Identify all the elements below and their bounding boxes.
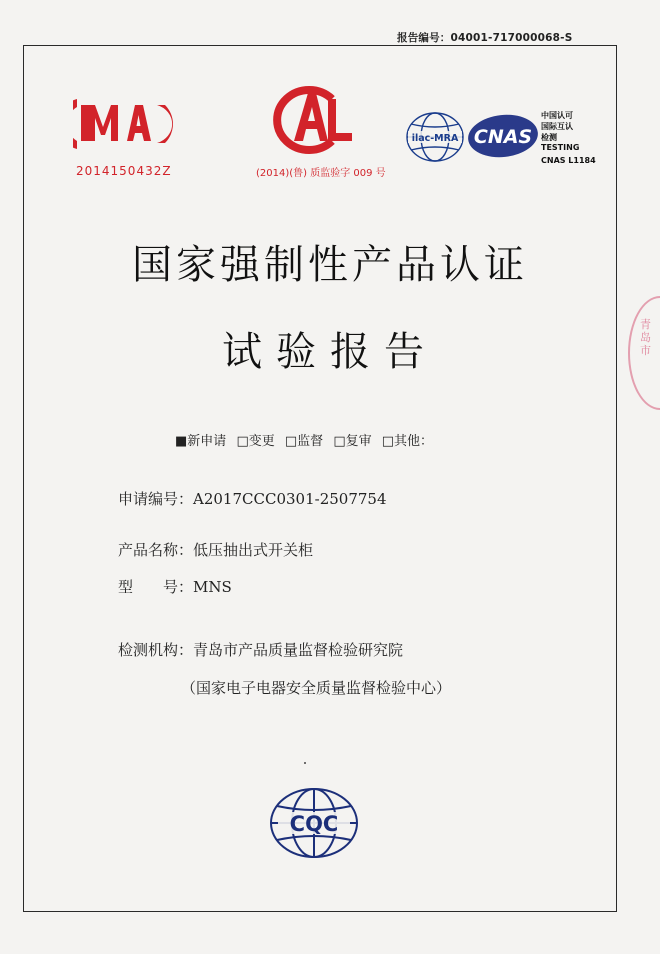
official-seal-text: 青岛市 — [640, 318, 651, 357]
report-number: 报告编号：04001-717000068-S — [397, 32, 573, 44]
cal-logo — [262, 83, 358, 155]
testing-organization-alt-name: （国家电子电器安全质量监督检验中心） — [181, 679, 452, 697]
product-name-field — [118, 539, 313, 560]
application-type-checklist — [175, 430, 439, 449]
cqc-logo — [268, 786, 360, 860]
checkbox-change: □变更 — [236, 434, 275, 449]
checkbox-new-application: ■新申请 — [175, 434, 227, 449]
testing-organization-value: 青岛市产品质量监督检验研究院 — [193, 641, 404, 659]
model-label: 型 号： — [118, 578, 194, 596]
testing-organization-label: 检测机构： — [118, 641, 194, 659]
checkbox-supervision: □监督 — [284, 434, 324, 449]
application-number-field — [118, 488, 387, 509]
cnas-side-line1: 中国认可 — [541, 111, 573, 120]
model-field — [118, 576, 232, 597]
cnas-side-line3: 检测 — [541, 133, 557, 142]
testing-organization-field — [118, 639, 403, 660]
checkbox-review: □复审 — [333, 434, 372, 449]
decorative-dot — [304, 762, 306, 764]
cnas-logo — [466, 112, 540, 160]
cnas-side-line4: TESTING — [541, 143, 580, 152]
cnas-side-line2: 国际互认 — [541, 122, 573, 131]
cnas-registration-number: CNAS L1184 — [541, 156, 596, 165]
page-title: 国家强制性产品认证 — [132, 242, 528, 288]
model-value: MNS — [193, 578, 232, 596]
cma-logo — [73, 93, 185, 155]
page-subtitle: 试验报告 — [222, 329, 438, 375]
product-name-label: 产品名称： — [118, 541, 194, 559]
application-number-label: 申请编号： — [118, 490, 194, 508]
cma-code: 2014150432Z — [76, 164, 172, 178]
cqc-brand: CQC — [289, 812, 339, 836]
application-number-value: A2017CCC0301-2507754 — [193, 490, 387, 508]
product-name-value: 低压抽出式开关柜 — [193, 541, 314, 559]
ilac-text: ilac-MRA — [411, 133, 459, 144]
cnas-brand: CNAS — [473, 126, 533, 148]
ilac-mra-logo — [402, 108, 468, 166]
checkbox-other: □其他： — [381, 434, 434, 449]
cal-code: (2014)(鲁) 质监验字 009 号 — [256, 168, 386, 179]
